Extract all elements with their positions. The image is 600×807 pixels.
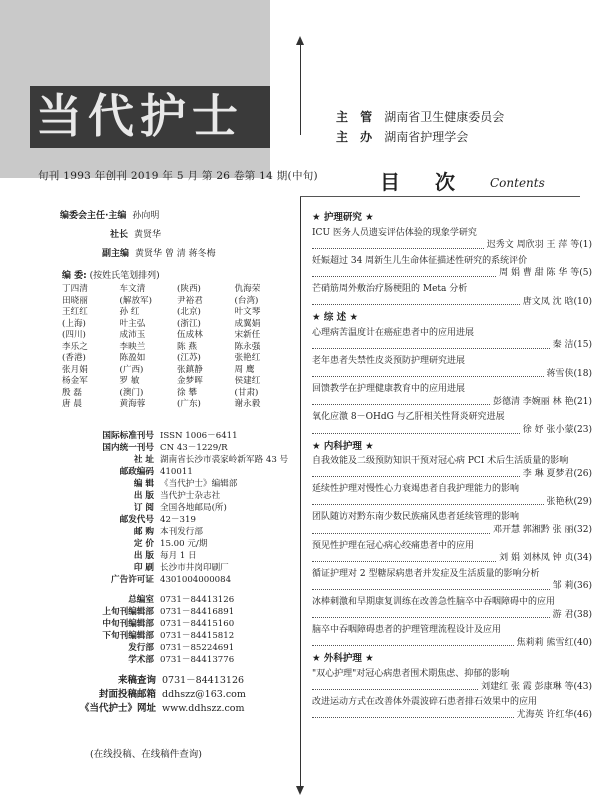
contact-label: 来稿查询 bbox=[117, 675, 156, 686]
toc-entry-author-line bbox=[312, 296, 592, 309]
editor-name: 王红红 bbox=[62, 307, 88, 317]
editor-name: 仇海荣 bbox=[234, 284, 261, 294]
toc-entry[interactable] bbox=[312, 696, 592, 721]
leader-dots bbox=[312, 580, 550, 590]
toc-entry-title[interactable]: ICU 医务人员遗妄评估体验的现象学研究 bbox=[312, 227, 477, 238]
toc-section-heading: ★ 外科护理 ★ bbox=[312, 653, 374, 665]
pub-info-label: 印 刷 bbox=[133, 563, 154, 573]
pub-info-label: 邮 购 bbox=[133, 527, 154, 537]
pub-info-row bbox=[90, 490, 288, 502]
editor-name: 伍成林 bbox=[177, 330, 203, 340]
toc-entry-authors: 邹 莉(36) bbox=[552, 581, 592, 592]
pub-info-value: 42－319 bbox=[160, 515, 196, 525]
pub-info-label: 编 辑 bbox=[133, 479, 154, 489]
editor-name: (广西) bbox=[119, 364, 144, 375]
pub-info-row bbox=[90, 478, 288, 490]
pub-info-row bbox=[90, 538, 288, 550]
toc-entry[interactable] bbox=[312, 568, 592, 593]
editor-name: 谢永毅 bbox=[234, 399, 261, 409]
phone-label: 下旬刊编辑部 bbox=[102, 631, 154, 641]
pub-info-label: 社 址 bbox=[133, 455, 154, 465]
leader-dots bbox=[312, 552, 496, 562]
pub-info-value: 每月 1 日 bbox=[160, 551, 197, 561]
phone-row bbox=[90, 606, 288, 618]
toc-entry[interactable] bbox=[312, 227, 592, 252]
contact-value: ddhszz@163.com bbox=[162, 689, 246, 700]
toc-entry-author-line bbox=[312, 368, 592, 381]
editor-name: 成沛玉 bbox=[119, 330, 146, 340]
toc-entry[interactable] bbox=[312, 383, 592, 408]
leader-dots bbox=[312, 681, 478, 691]
editor-name: 徐 攀 bbox=[177, 387, 197, 398]
pub-info-value: 本刊发行部 bbox=[160, 527, 203, 537]
toc-entry-authors: 尤海英 许红华(46) bbox=[516, 709, 592, 720]
editor-name: 孙 红 bbox=[119, 307, 140, 317]
toc-entry[interactable] bbox=[312, 411, 592, 436]
toc-entry[interactable] bbox=[312, 511, 592, 536]
editor-name: (香港) bbox=[62, 353, 86, 363]
editor-name: 唐 晨 bbox=[62, 399, 82, 409]
editor-name: (陕西) bbox=[177, 284, 201, 294]
toc-entry-authors: 迟秀文 周欣羽 王 萍 等(1) bbox=[486, 240, 592, 251]
editor-name: 张鎮静 bbox=[177, 364, 203, 375]
publication-info bbox=[90, 430, 288, 666]
phone-value: 0731－84413776 bbox=[160, 655, 235, 665]
editor-name: 成翼娟 bbox=[234, 318, 261, 329]
toc-entry-title[interactable]: "双心护理"对冠心病患者围术期焦虑、抑郁的影响 bbox=[312, 669, 510, 679]
toc-entry[interactable] bbox=[312, 624, 592, 649]
editor-name: (北京) bbox=[177, 307, 201, 317]
editor-name: 叶主弘 bbox=[119, 318, 146, 329]
pub-info-value: 湖南省长沙市裘家岭新军路 43 号 bbox=[160, 455, 289, 465]
toc-entry-author-line bbox=[312, 580, 592, 593]
pub-info-row bbox=[90, 526, 288, 538]
editor-name: 李乐之 bbox=[62, 341, 88, 352]
vertical-rule-top bbox=[300, 42, 301, 135]
editor-name: 丁四清 bbox=[62, 284, 88, 294]
pub-info-label: 邮政编码 bbox=[119, 467, 154, 477]
pub-info-value: 15.00 元/期 bbox=[160, 539, 208, 549]
toc-entry-title[interactable]: 冰棒刺激和早期康复训练在改善急性脑卒中吞咽障碍中的应用 bbox=[312, 597, 556, 608]
contact-value: www.ddhszz.com bbox=[162, 703, 245, 714]
leader-dots bbox=[312, 468, 520, 478]
phone-value: 0731－84415160 bbox=[160, 619, 235, 629]
contact-value: 0731－84413126 bbox=[162, 675, 245, 686]
toc-entry-authors: 游 君(38) bbox=[552, 609, 592, 620]
toc-entry-title[interactable]: 老年患者失禁性皮炎预防护理研究进展 bbox=[312, 355, 466, 366]
pub-info-row bbox=[90, 562, 288, 574]
editor-name: (江苏) bbox=[177, 353, 201, 363]
leader-dots bbox=[312, 637, 514, 647]
pub-info-label: 邮发代号 bbox=[119, 515, 154, 525]
toc-entry[interactable] bbox=[312, 540, 592, 565]
masthead: 编委会主任·主编 孙向明 社长 黄贤华 副主编 黄贤华 曾 清 蒋冬梅 bbox=[60, 211, 216, 259]
pub-info-row bbox=[90, 574, 288, 586]
pub-info-row bbox=[90, 514, 288, 526]
sponsor-organizer: 主 办 湖南省护理学会 bbox=[336, 130, 469, 144]
toc-entry-title[interactable]: 妊娠超过 34 周新生儿生命体征描述性研究的系统评价 bbox=[312, 255, 528, 266]
leader-dots bbox=[312, 239, 484, 249]
toc-entry-author-line bbox=[312, 552, 592, 565]
leader-dots bbox=[312, 368, 544, 378]
toc-entry-title[interactable]: 延续性护理对慢性心力衰竭患者自我护理能力的影响 bbox=[312, 484, 520, 495]
toc-entry-author-line bbox=[312, 267, 592, 280]
leader-dots bbox=[312, 396, 490, 406]
editor-name: (解放军) bbox=[119, 295, 152, 306]
editor-name: (台湾) bbox=[234, 295, 259, 306]
contact-label: 封面投稿邮箱 bbox=[98, 689, 156, 700]
pub-info-label: 出 版 bbox=[133, 551, 154, 561]
phone-row bbox=[90, 630, 288, 642]
toc-entry-authors: 徐 妤 张小蒙(23) bbox=[522, 424, 592, 435]
toc-entry-author-line bbox=[312, 681, 592, 694]
toc-entry-authors: 唐文凤 沈 晗(10) bbox=[522, 296, 592, 307]
phone-row bbox=[90, 594, 288, 606]
toc-entry-title[interactable]: 回馈教学在护理健康教育中的应用进展 bbox=[312, 384, 466, 395]
pub-info-label: 广告许可证 bbox=[111, 575, 154, 585]
pub-info-value: 当代护士杂志社 bbox=[160, 491, 221, 501]
editor-name: 张艳红 bbox=[234, 353, 261, 363]
editor-name: 张月娟 bbox=[62, 364, 88, 375]
pub-info-label: 订 阅 bbox=[133, 503, 154, 513]
phone-label: 学术部 bbox=[128, 655, 154, 665]
leader-dots bbox=[312, 524, 490, 534]
toc-entry-authors: 张艳秋(29) bbox=[546, 496, 592, 507]
journal-title: 当代护士 bbox=[36, 89, 244, 143]
toc-entry-title[interactable]: 团队随访对黔东南少数民族痛风患者延续管理的影响 bbox=[312, 512, 520, 523]
phone-value: 0731－85224691 bbox=[160, 643, 235, 653]
toc-entry[interactable] bbox=[312, 327, 592, 352]
toc-entry-title[interactable]: 芒硝筋周外敷治疗肠梗阻的 Meta 分析 bbox=[312, 283, 468, 294]
toc-divider bbox=[300, 196, 580, 197]
toc-entry[interactable] bbox=[312, 668, 592, 693]
phone-label: 总编室 bbox=[128, 595, 154, 605]
phone-label: 中旬刊编辑部 bbox=[102, 619, 154, 629]
editor-name: 罗 敏 bbox=[119, 376, 140, 386]
toc-section-heading: ★ 内科护理 ★ bbox=[312, 440, 374, 452]
editor-name: (广东) bbox=[177, 399, 201, 409]
toc-entry-author-line bbox=[312, 496, 592, 509]
editor-name: 陈永强 bbox=[234, 341, 261, 352]
editor-name: (澳门) bbox=[119, 387, 144, 398]
toc-entry-authors: 秦 洁(15) bbox=[552, 340, 592, 351]
editor-name: 尹裕君 bbox=[177, 295, 203, 306]
editor-name: 李映兰 bbox=[119, 341, 146, 352]
phone-value: 0731－84416891 bbox=[160, 607, 235, 617]
table-of-contents bbox=[312, 208, 592, 724]
pub-info-value: 长沙市井岗印刷厂 bbox=[160, 563, 229, 573]
pub-info-row bbox=[90, 442, 288, 454]
editor-name: (甘肃) bbox=[234, 387, 259, 398]
toc-entry-author-line bbox=[312, 609, 592, 622]
editor-name: (浙江) bbox=[177, 318, 201, 329]
arrow-down-icon bbox=[296, 786, 304, 795]
pub-info-label: 国内统一刊号 bbox=[102, 443, 154, 453]
editor-list bbox=[62, 284, 292, 411]
editor-name: 殷 磊 bbox=[62, 387, 82, 398]
toc-entry-title[interactable]: 心理病苦温度计在癌症患者中的应用进展 bbox=[312, 327, 475, 338]
pub-info-value: 4301004000084 bbox=[160, 575, 232, 585]
toc-entry-author-line bbox=[312, 524, 592, 537]
pub-info-row bbox=[90, 454, 288, 466]
toc-entry[interactable] bbox=[312, 483, 592, 508]
editors-heading: 编 委: (按姓氏笔划排列) bbox=[62, 271, 160, 281]
toc-entry[interactable] bbox=[312, 455, 592, 480]
contact-row bbox=[70, 674, 246, 688]
leader-dots bbox=[312, 296, 520, 306]
editor-name: 宋新任 bbox=[234, 330, 261, 340]
toc-entry-authors: 焦莉莉 熊雪红(40) bbox=[516, 637, 592, 648]
phone-value: 0731－84413126 bbox=[160, 595, 235, 605]
pub-info-label: 定 价 bbox=[133, 539, 154, 549]
sponsor-supervisor: 主 管 湖南省卫生健康委员会 bbox=[336, 110, 505, 124]
leader-dots bbox=[312, 709, 514, 719]
toc-section-heading: ★ 护理研究 ★ bbox=[312, 212, 374, 223]
pub-info-row bbox=[90, 550, 288, 562]
leader-dots bbox=[312, 267, 496, 277]
toc-entry-authors: 李 琳 夏梦君(26) bbox=[522, 468, 592, 479]
toc-entry[interactable] bbox=[312, 283, 592, 308]
editor-name: (上海) bbox=[62, 318, 86, 329]
toc-entry-author-line bbox=[312, 239, 592, 252]
toc-entry-authors: 蒋雪侠(18) bbox=[546, 368, 592, 379]
toc-entry-authors: 刘 娟 刘林凤 钟 贞(34) bbox=[499, 553, 592, 564]
toc-entry-author-line bbox=[312, 396, 592, 409]
toc-entry[interactable] bbox=[312, 255, 592, 280]
toc-entry-author-line bbox=[312, 424, 592, 437]
phone-label: 发行部 bbox=[128, 643, 154, 653]
pub-info-label: 出 版 bbox=[133, 491, 154, 501]
toc-entry-authors: 彭德清 李婉丽 林 艳(21) bbox=[492, 396, 592, 407]
editor-name: 车文清 bbox=[119, 284, 146, 294]
pub-info-row bbox=[90, 466, 288, 478]
toc-entry-author-line bbox=[312, 468, 592, 481]
pub-info-value: 全国各地邮局(所) bbox=[160, 503, 227, 513]
phone-row bbox=[90, 642, 288, 654]
editor-name: 周 鹰 bbox=[234, 364, 255, 375]
toc-subtitle: Contents bbox=[490, 176, 545, 190]
leader-dots bbox=[312, 609, 550, 619]
contact-row bbox=[70, 702, 246, 716]
leader-dots bbox=[312, 339, 550, 349]
pub-info-row bbox=[90, 502, 288, 514]
toc-entry[interactable] bbox=[312, 596, 592, 621]
phone-row bbox=[90, 618, 288, 630]
pub-info-value: 《当代护士》编辑部 bbox=[160, 479, 238, 489]
leader-dots bbox=[312, 424, 520, 434]
editor-name: 黄海蓉 bbox=[119, 399, 146, 409]
pub-info-label: 国际标准刊号 bbox=[102, 431, 154, 441]
editor-name: 田晓丽 bbox=[62, 295, 88, 306]
toc-entry-title[interactable]: 改进运动方式在改善体外震波碎石患者排石效果中的应用 bbox=[312, 697, 538, 708]
toc-entry[interactable] bbox=[312, 355, 592, 380]
editor-name: 杨金军 bbox=[62, 376, 88, 386]
contact-row bbox=[70, 688, 246, 702]
editor-name: 叶文琴 bbox=[234, 307, 261, 317]
pub-info-value: CN 43－1229/R bbox=[160, 443, 228, 453]
phone-row bbox=[90, 654, 288, 666]
toc-entry-title[interactable]: 循证护理对 2 型糖尿病患者并发症及生活质量的影响分析 bbox=[312, 568, 540, 579]
toc-entry-author-line bbox=[312, 339, 592, 352]
leader-dots bbox=[312, 496, 544, 506]
contact-info bbox=[70, 674, 246, 716]
pub-info-value: 410011 bbox=[160, 467, 193, 477]
toc-entry-author-line bbox=[312, 709, 592, 722]
vertical-rule bbox=[300, 196, 301, 786]
toc-entry-authors: 周 娟 曹 甜 陈 华 等(5) bbox=[499, 268, 592, 279]
editor-name: 陈 燕 bbox=[177, 341, 197, 352]
phone-label: 上旬刊编辑部 bbox=[102, 607, 154, 617]
contact-note: (在线投稿、在线稿件查询) bbox=[90, 749, 202, 760]
issue-line: 旬刊 1993 年创刊 2019 年 5 月 第 26 卷第 14 期(中旬) bbox=[38, 170, 318, 182]
editor-name: (四川) bbox=[62, 330, 86, 340]
editor-name: 侯建红 bbox=[234, 376, 261, 386]
toc-entry-title[interactable]: 脑卒中吞咽障碍患者的护理管理流程设计及应用 bbox=[312, 625, 502, 636]
phone-value: 0731－84415812 bbox=[160, 631, 235, 641]
toc-entry-title[interactable]: 预见性护理在冠心病心绞痛患者中的应用 bbox=[312, 540, 475, 551]
toc-entry-author-line bbox=[312, 637, 592, 650]
editor-name: 金梦晖 bbox=[177, 376, 203, 386]
pub-info-value: ISSN 1006－6411 bbox=[160, 431, 238, 441]
toc-entry-title[interactable]: 自我效能及二级预防知识干预对冠心病 PCI 术后生活质量的影响 bbox=[312, 456, 569, 467]
toc-entry-authors: 刘建红 张 霞 彭康琳 等(43) bbox=[481, 681, 592, 692]
toc-title: 目 次 bbox=[380, 170, 469, 194]
toc-section-heading: ★ 综 述 ★ bbox=[312, 312, 358, 324]
editor-name: 陈盈如 bbox=[119, 353, 146, 363]
toc-entry-title[interactable]: 氧化应激 8－OHdG 与乙肝相关性肾炎研究进展 bbox=[312, 412, 505, 423]
pub-info-row bbox=[90, 430, 288, 442]
toc-entry-authors: 邓开慧 郭湘黔 张 丽(32) bbox=[492, 525, 592, 536]
contact-label: 《当代护士》网址 bbox=[79, 703, 156, 714]
